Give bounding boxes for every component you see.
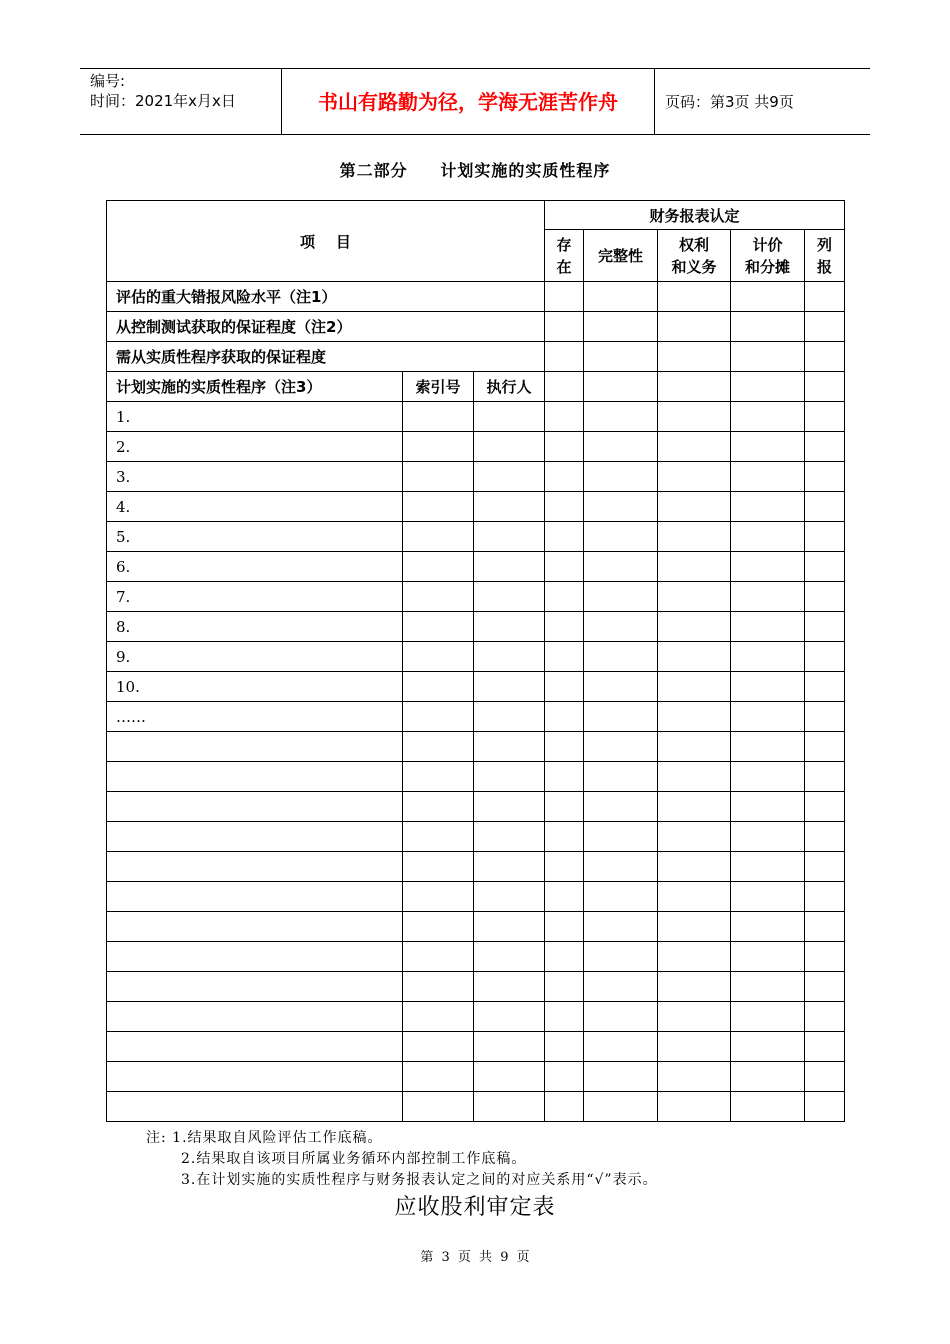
section-title: 第二部分 计划实施的实质性程序 (339, 161, 611, 180)
table-cell (805, 972, 845, 1002)
procedure-row-label (107, 972, 403, 1002)
index-header: 索引号 (403, 372, 474, 402)
table-cell (584, 642, 658, 672)
table-cell (584, 1002, 658, 1032)
table-cell (403, 672, 474, 702)
table-cell (584, 762, 658, 792)
table-cell (545, 912, 584, 942)
table-cell (474, 492, 545, 522)
table-cell (474, 1062, 545, 1092)
table-cell (731, 462, 805, 492)
table-cell (403, 942, 474, 972)
table-cell (584, 1062, 658, 1092)
procedure-row-label: 1. (107, 402, 403, 432)
table-cell (584, 732, 658, 762)
table-cell (658, 1002, 731, 1032)
table-cell (805, 612, 845, 642)
table-cell (805, 462, 845, 492)
table-cell (658, 552, 731, 582)
assertion-header-line: 存 (556, 235, 572, 254)
table-cell (658, 312, 731, 342)
table-cell (584, 942, 658, 972)
table-cell (403, 582, 474, 612)
table-cell (474, 552, 545, 582)
procedure-row-label (107, 912, 403, 942)
table-cell (545, 942, 584, 972)
table-cell (545, 822, 584, 852)
table-cell (658, 882, 731, 912)
substantive-procedures-table (106, 200, 845, 1122)
date-label: 时间：2021年x月x日 (90, 92, 236, 110)
table-cell (545, 642, 584, 672)
assertion-header-line: 列 (816, 235, 832, 254)
table-cell (545, 1062, 584, 1092)
table-row (107, 732, 845, 762)
table-row (107, 1032, 845, 1062)
table-row (107, 762, 845, 792)
procedure-row-label (107, 732, 403, 762)
table-cell (658, 822, 731, 852)
table-row (107, 552, 845, 582)
table-cell (805, 702, 845, 732)
table-cell (805, 762, 845, 792)
table-cell (584, 912, 658, 942)
table-cell (805, 792, 845, 822)
table-cell (805, 912, 845, 942)
table-cell (403, 552, 474, 582)
table-cell (658, 912, 731, 942)
table-cell (545, 312, 584, 342)
table-cell (545, 522, 584, 552)
procedure-row-label (107, 762, 403, 792)
table-cell (584, 1032, 658, 1062)
table-cell (805, 942, 845, 972)
procedure-row-label: 5. (107, 522, 403, 552)
table-cell (731, 282, 805, 312)
table-cell (403, 462, 474, 492)
table-cell (731, 912, 805, 942)
table-cell (403, 732, 474, 762)
table-row (107, 492, 845, 522)
table-cell (403, 432, 474, 462)
table-cell (805, 1032, 845, 1062)
procedure-row-label: …… (107, 702, 403, 732)
table-row (107, 1062, 845, 1092)
procedure-row-label (107, 1002, 403, 1032)
table-cell (403, 972, 474, 1002)
table-row (107, 582, 845, 612)
table-cell (474, 522, 545, 552)
table-cell (658, 972, 731, 1002)
table-cell (731, 1002, 805, 1032)
table-cell (658, 342, 731, 372)
table-cell (805, 1092, 845, 1122)
assertion-header (545, 230, 584, 282)
table-row (107, 312, 845, 342)
table-cell (731, 432, 805, 462)
table-cell (658, 732, 731, 762)
table-cell (731, 1032, 805, 1062)
table-cell (731, 762, 805, 792)
table-cell (545, 1002, 584, 1032)
table-cell (545, 702, 584, 732)
table-cell (545, 1092, 584, 1122)
table-cell (805, 552, 845, 582)
table-cell (805, 312, 845, 342)
table-cell (658, 792, 731, 822)
table-cell (584, 972, 658, 1002)
procedure-row-label: 2. (107, 432, 403, 462)
assertion-header-line: 报 (816, 257, 832, 276)
header-page-info: 页码：第3页 共9页 (665, 93, 794, 111)
table-cell (403, 642, 474, 672)
table-cell (403, 1002, 474, 1032)
table-cell (584, 462, 658, 492)
table-cell (403, 1032, 474, 1062)
table-cell (474, 942, 545, 972)
table-cell (658, 282, 731, 312)
table-cell (805, 852, 845, 882)
table-cell (584, 612, 658, 642)
table-cell (658, 942, 731, 972)
risk-row-label: 从控制测试获取的保证程度（注2） (107, 312, 545, 342)
assertion-header-line: 在 (556, 257, 572, 276)
table-cell (545, 342, 584, 372)
table-cell (805, 342, 845, 372)
procedure-header: 计划实施的实质性程序（注3） (107, 372, 403, 402)
table-cell (731, 372, 805, 402)
table-cell (403, 822, 474, 852)
table-cell (474, 732, 545, 762)
table-row (107, 462, 845, 492)
table-cell (474, 1002, 545, 1032)
table-cell (805, 492, 845, 522)
table-cell (584, 312, 658, 342)
table-cell (474, 1032, 545, 1062)
table-cell (805, 402, 845, 432)
table-cell (805, 882, 845, 912)
table-cell (545, 432, 584, 462)
procedure-row-label (107, 942, 403, 972)
table-cell (584, 672, 658, 702)
table-cell (584, 402, 658, 432)
table-cell (805, 582, 845, 612)
table-cell (805, 432, 845, 462)
table-cell (545, 402, 584, 432)
table-cell (658, 852, 731, 882)
procedure-row-label (107, 792, 403, 822)
table-cell (584, 432, 658, 462)
table-cell (403, 912, 474, 942)
table-row (107, 1092, 845, 1122)
procedure-row-label: 9. (107, 642, 403, 672)
table-cell (403, 522, 474, 552)
table-row (107, 522, 845, 552)
assertion-header (805, 230, 845, 282)
table-row (107, 882, 845, 912)
table-cell (731, 1062, 805, 1092)
table-cell (474, 402, 545, 432)
table-row (107, 612, 845, 642)
assertion-header (731, 230, 805, 282)
table-cell (658, 762, 731, 792)
procedure-row-label: 3. (107, 462, 403, 492)
assertion-header-line: 和分摊 (744, 257, 790, 276)
table-cell (731, 672, 805, 702)
table-cell (545, 1032, 584, 1062)
table-cell (805, 282, 845, 312)
item-header: 项 目 (107, 201, 545, 282)
table-cell (403, 792, 474, 822)
table-cell (584, 552, 658, 582)
table-cell (731, 642, 805, 672)
table-cell (584, 372, 658, 402)
table-cell (545, 732, 584, 762)
table-cell (805, 672, 845, 702)
table-row (107, 852, 845, 882)
table-cell (658, 642, 731, 672)
table-cell (403, 852, 474, 882)
table-cell (474, 582, 545, 612)
table-cell (658, 492, 731, 522)
table-row (107, 822, 845, 852)
table-cell (545, 852, 584, 882)
table-cell (658, 582, 731, 612)
table-cell (658, 522, 731, 552)
table-cell (805, 732, 845, 762)
table-cell (805, 822, 845, 852)
table-cell (731, 972, 805, 1002)
table-cell (805, 522, 845, 552)
table-row (107, 372, 845, 402)
assertion-header-line: 计价 (752, 235, 783, 254)
table-cell (584, 792, 658, 822)
assertion-header-line: 和义务 (671, 257, 717, 276)
procedure-row-label (107, 1032, 403, 1062)
procedure-row-label: 6. (107, 552, 403, 582)
table-row (107, 972, 845, 1002)
table-cell (474, 702, 545, 732)
table-cell (403, 762, 474, 792)
table-cell (545, 552, 584, 582)
table-cell (805, 1002, 845, 1032)
table-cell (658, 402, 731, 432)
table-cell (474, 672, 545, 702)
header-meta (80, 69, 282, 134)
table-cell (731, 732, 805, 762)
table-cell (403, 612, 474, 642)
table-cell (584, 522, 658, 552)
table-row (107, 1002, 845, 1032)
table-cell (658, 1092, 731, 1122)
table-cell (545, 792, 584, 822)
notes (146, 1128, 658, 1191)
procedure-row-label: 8. (107, 612, 403, 642)
table-cell (584, 582, 658, 612)
table-cell (403, 492, 474, 522)
table-cell (805, 1062, 845, 1092)
table-cell (474, 852, 545, 882)
table-cell (658, 702, 731, 732)
table-cell (474, 642, 545, 672)
table-cell (731, 942, 805, 972)
procedure-row-label (107, 1062, 403, 1092)
table-cell (474, 462, 545, 492)
table-row (107, 792, 845, 822)
table-row (107, 402, 845, 432)
table-row (107, 912, 845, 942)
table-row (107, 702, 845, 732)
page-header (80, 68, 870, 135)
assertion-group-header: 财务报表认定 (545, 201, 845, 230)
table-cell (805, 642, 845, 672)
table-cell (584, 822, 658, 852)
table-cell (584, 1092, 658, 1122)
table-cell (403, 402, 474, 432)
table-cell (731, 312, 805, 342)
procedure-row-label (107, 822, 403, 852)
table-cell (731, 492, 805, 522)
risk-row-label: 需从实质性程序获取的保证程度 (107, 342, 545, 372)
procedure-row-label: 4. (107, 492, 403, 522)
table-cell (403, 702, 474, 732)
table-cell (731, 1092, 805, 1122)
procedure-row-label (107, 852, 403, 882)
table-cell (584, 282, 658, 312)
table-cell (731, 522, 805, 552)
table-cell (545, 882, 584, 912)
procedure-row-label (107, 1092, 403, 1122)
table-cell (545, 282, 584, 312)
table-row (107, 342, 845, 372)
table-row (107, 432, 845, 462)
table-cell (731, 702, 805, 732)
table-cell (474, 762, 545, 792)
code-label: 编号: (90, 72, 126, 90)
header-motto: 书山有路勤为径，学海无涯苦作舟 (282, 69, 655, 134)
assertion-header-line: 权利 (678, 235, 709, 254)
table-cell (658, 432, 731, 462)
table-cell (474, 882, 545, 912)
note-1: 注: 1.结果取自风险评估工作底稿。 (146, 1130, 383, 1146)
procedure-row-label: 7. (107, 582, 403, 612)
assertion-header (584, 230, 658, 282)
table-cell (731, 792, 805, 822)
table-cell (403, 1062, 474, 1092)
table-row (107, 282, 845, 312)
table-cell (545, 612, 584, 642)
table-cell (584, 852, 658, 882)
table-cell (403, 882, 474, 912)
table-row (107, 642, 845, 672)
table-cell (658, 462, 731, 492)
table-cell (545, 372, 584, 402)
table-cell (584, 702, 658, 732)
note-2: 2.结果取自该项目所属业务循环内部控制工作底稿。 (181, 1151, 527, 1167)
table-cell (545, 972, 584, 1002)
table-cell (658, 1032, 731, 1062)
table-cell (731, 342, 805, 372)
table-cell (658, 612, 731, 642)
table-row (107, 942, 845, 972)
table-cell (658, 672, 731, 702)
table-cell (545, 762, 584, 792)
table-cell (731, 612, 805, 642)
procedure-row-label: 10. (107, 672, 403, 702)
table-cell (584, 492, 658, 522)
table-cell (731, 402, 805, 432)
table-cell (474, 912, 545, 942)
risk-row-label: 评估的重大错报风险水平（注1） (107, 282, 545, 312)
table-cell (731, 582, 805, 612)
table-cell (584, 342, 658, 372)
assertion-header-line: 完整性 (597, 246, 643, 265)
page-footer: 第 3 页 共 9 页 (420, 1250, 530, 1265)
table-cell (474, 972, 545, 1002)
table-cell (731, 822, 805, 852)
table-cell (584, 882, 658, 912)
note-3: 3.在计划实施的实质性程序与财务报表认定之间的对应关系用“√”表示。 (181, 1172, 658, 1188)
table-cell (545, 672, 584, 702)
table-cell (805, 372, 845, 402)
table-cell (545, 492, 584, 522)
table-cell (403, 1092, 474, 1122)
table-cell (731, 852, 805, 882)
table-cell (658, 1062, 731, 1092)
table-cell (545, 462, 584, 492)
table-cell (474, 612, 545, 642)
assertion-header (658, 230, 731, 282)
table-cell (474, 792, 545, 822)
table-cell (474, 432, 545, 462)
table-cell (731, 552, 805, 582)
table-cell (474, 1092, 545, 1122)
procedure-row-label (107, 882, 403, 912)
bottom-title: 应收股利审定表 (394, 1195, 556, 1220)
table-cell (658, 372, 731, 402)
executor-header: 执行人 (474, 372, 545, 402)
table-cell (731, 882, 805, 912)
table-cell (474, 822, 545, 852)
table-row (107, 672, 845, 702)
table-cell (545, 582, 584, 612)
